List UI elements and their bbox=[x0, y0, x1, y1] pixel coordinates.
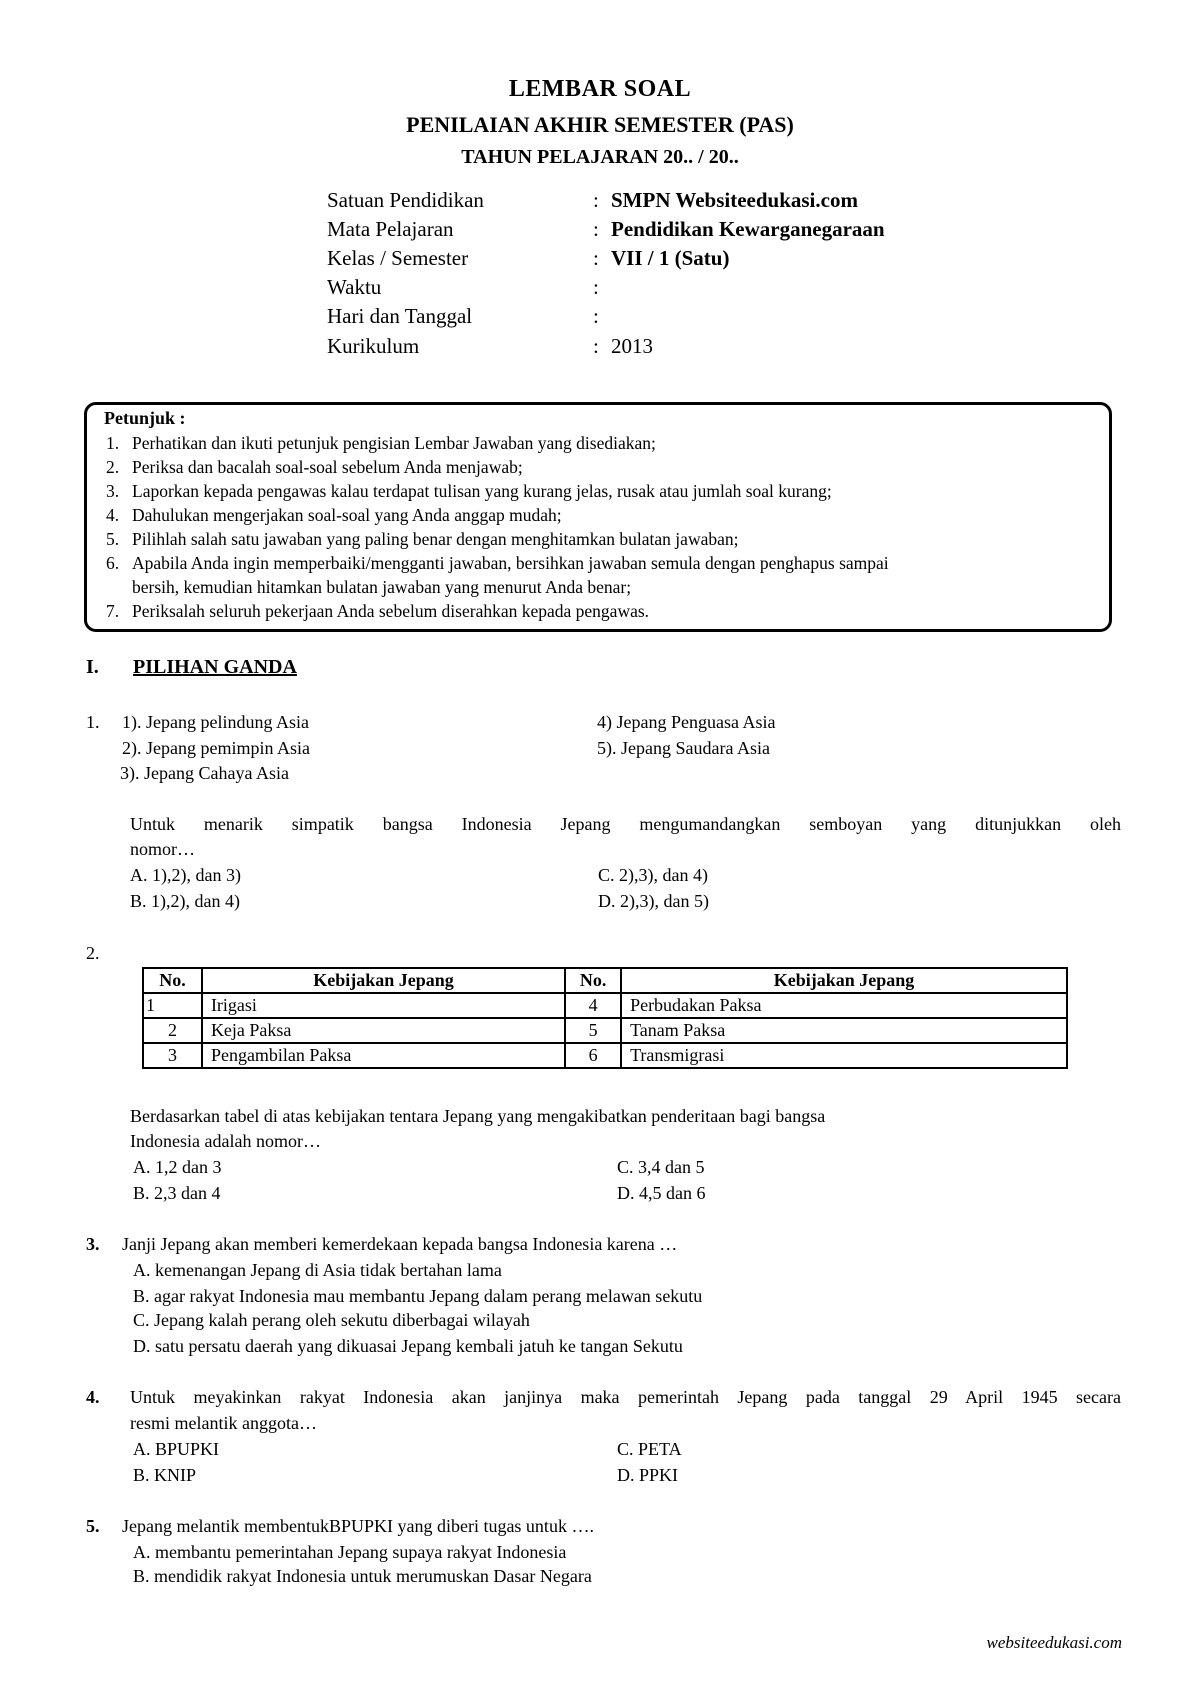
section-number: I. bbox=[86, 656, 99, 678]
option-b: B. agar rakyat Indonesia mau membantu Jepang dalam perang melawan sekutu bbox=[133, 1286, 703, 1306]
question-stem: Janji Jepang akan memberi kemerdekaan kepada bangsa Indonesia karena … bbox=[122, 1234, 678, 1254]
doc-title: LEMBAR SOAL bbox=[508, 76, 692, 102]
option-c: C. 3,4 dan 5 bbox=[617, 1157, 705, 1177]
option-b: B. KNIP bbox=[133, 1465, 197, 1485]
info-value: 2013 bbox=[611, 334, 653, 358]
table-cell: 3 bbox=[143, 1043, 202, 1068]
question-number: 1. bbox=[86, 712, 100, 732]
info-colon: : bbox=[593, 246, 599, 270]
table-cell: Irigasi bbox=[202, 993, 565, 1018]
table-cell: Pengambilan Paksa bbox=[202, 1043, 565, 1068]
table-cell: 4 bbox=[565, 993, 621, 1018]
option-d: D. PPKI bbox=[617, 1465, 679, 1485]
table-cell: Tanam Paksa bbox=[621, 1018, 1067, 1043]
table-header-row bbox=[143, 968, 1067, 993]
table-header: Kebijakan Jepang bbox=[202, 968, 565, 993]
policy-table bbox=[142, 967, 1068, 1069]
table-cell: Perbudakan Paksa bbox=[621, 993, 1067, 1018]
info-label: Waktu bbox=[327, 275, 382, 299]
statement: 3). Jepang Cahaya Asia bbox=[120, 763, 289, 783]
table-cell: Transmigrasi bbox=[621, 1043, 1067, 1068]
question-number: 2. bbox=[86, 943, 100, 963]
option-b: B. 2,3 dan 4 bbox=[133, 1183, 221, 1203]
table-cell: 2 bbox=[143, 1018, 202, 1043]
info-label: Mata Pelajaran bbox=[327, 217, 454, 241]
question-stem-cont: Indonesia adalah nomor… bbox=[130, 1131, 321, 1151]
info-label: Kurikulum bbox=[327, 334, 420, 358]
table-row bbox=[143, 1043, 1067, 1068]
option-c: C. PETA bbox=[617, 1439, 682, 1459]
info-value: Pendidikan Kewarganegaraan bbox=[611, 217, 885, 241]
option-a: A. 1),2), dan 3) bbox=[130, 865, 241, 885]
option-d: D. 4,5 dan 6 bbox=[617, 1183, 706, 1203]
info-colon: : bbox=[593, 275, 599, 299]
option-d: D. satu persatu daerah yang dikuasai Jepang kembali jatuh ke tangan Sekutu bbox=[133, 1336, 683, 1356]
option-a: A. 1,2 dan 3 bbox=[133, 1157, 222, 1177]
info-label: Hari dan Tanggal bbox=[327, 304, 473, 328]
table-row bbox=[143, 1018, 1067, 1043]
info-value: SMPN Websiteedukasi.com bbox=[611, 188, 858, 212]
statement: 5). Jepang Saudara Asia bbox=[597, 738, 770, 758]
instructions-title: Petunjuk : bbox=[104, 408, 186, 428]
exam-page: LEMBAR SOAL PENILAIAN AKHIR SEMESTER (PAS) TAHUN PELAJARAN 20.. / 20.. Satuan Pendidikan : SMPN Websiteedukasi.com Mata Pelajaran : Pendidikan Kewarganegaraan Kelas / Semester : VII / 1 (Satu) Waktu : Hari dan Tanggal : Kurikulum : 2013 Petunjuk : 1. Perhatikan dan ikuti petunjuk pengisian Lembar Jawaban yang disediakan; 2. Periksa dan bacalah soal-soal sebelum Anda menjawab; 3. Laporkan kepada pengawas kalau terdapat tulisan yang kurang jelas, rusak atau jumlah soal kurang; 4. Dahulukan mengerjakan soal-soal yang Anda anggap mudah; 5. Pilihlah salah satu jawaban yang paling benar dengan menghitamkan bulatan jawaban; 6. Apabila Anda ingin memperbaiki/mengganti jawaban, bersihkan jawaban semula dengan penghapus sampai bersih, kemudian hitamkan bulatan jawaban yang menurut Anda benar; 7. Periksalah seluruh pekerjaan Anda sebelum diserahkan kepada pengawas. I. PILIHAN GANDA 1. 1). Jepang pelindung Asia 2). Jepang pemimpin Asia 3). Jepang Cahaya Asia 4) Jepang Penguasa Asia 5). Jepang Saudara Asia Untuk menarik simpatik bangsa Indonesia Jepang mengumandangkan semboyan yang ditunjukkan oleh nomor… A. 1),2), dan 3) B. 1),2), dan 4) C. 2),3), dan 4) D. 2),3), dan 5) 2. No. Kebijakan Jepang No. Kebijakan Jepang 1 Irigasi 4 Perbudakan Paksa 2 Keja Paksa 5 Tanam Paksa 3 Pengambilan Paksa 6 Transmigrasi Berdasarkan tabel di atas kebijakan tentara Jepang yang mengakibatkan penderitaan bagi bangsa Indonesia adalah nomor… A. 1,2 dan 3 B. 2,3 dan 4 C. 3,4 dan 5 D. 4,5 dan 6 3. Janji Jepang akan memberi kemerdekaan kepada bangsa Indonesia karena … A. kemenangan Jepang di Asia tidak bertahan lama B. agar rakyat Indonesia mau membantu Jepang dalam perang melawan sekutu C. Jepang kalah perang oleh sekutu diberbagai wilayah D. satu persatu daerah yang dikuasai Jepang kembali jatuh ke tangan Sekutu 4. Untuk meyakinkan rakyat Indonesia akan janjinya maka pemerintah Jepang pada tanggal 29 April 1945 secara resmi melantik anggota… A. BPUPKI B. KNIP C. PETA D. PPKI 5. Jepang melantik membentukBPUPKI yang diberi tugas untuk …. A. membantu pemerintahan Jepang supaya rakyat Indonesia B. mendidik rakyat Indonesia untuk merumuskan Dasar Negara websiteedukasi.com bbox=[0, 0, 1200, 1698]
question-number: 4. bbox=[86, 1387, 100, 1407]
option-a: A. kemenangan Jepang di Asia tidak bertahan lama bbox=[133, 1260, 502, 1280]
table-cell: 6 bbox=[565, 1043, 621, 1068]
table-cell: 5 bbox=[565, 1018, 621, 1043]
statement: 4) Jepang Penguasa Asia bbox=[597, 712, 776, 732]
option-b: B. 1),2), dan 4) bbox=[130, 891, 240, 911]
table-header: No. bbox=[565, 968, 621, 993]
table-cell: 1 bbox=[143, 993, 202, 1018]
info-colon: : bbox=[593, 304, 599, 328]
info-label: Satuan Pendidikan bbox=[327, 188, 484, 212]
doc-subtitle: PENILAIAN AKHIR SEMESTER (PAS) bbox=[406, 112, 794, 137]
option-c: C. 2),3), dan 4) bbox=[598, 865, 708, 885]
question-stem: Untuk meyakinkan rakyat Indonesia akan janjinya maka pemerintah Jepang pada tanggal 29 April 1945 secara bbox=[130, 1387, 1121, 1407]
question-number: 5. bbox=[86, 1516, 100, 1536]
doc-year: TAHUN PELAJARAN 20.. / 20.. bbox=[461, 146, 739, 168]
option-b: B. mendidik rakyat Indonesia untuk merumuskan Dasar Negara bbox=[133, 1566, 592, 1586]
question-stem-cont: nomor… bbox=[130, 839, 195, 859]
info-value: VII / 1 (Satu) bbox=[611, 246, 730, 270]
info-colon: : bbox=[593, 334, 599, 358]
info-colon: : bbox=[593, 188, 599, 212]
info-colon: : bbox=[593, 217, 599, 241]
question-stem: Jepang melantik membentukBPUPKI yang diberi tugas untuk …. bbox=[122, 1516, 594, 1536]
table-header: No. bbox=[143, 968, 202, 993]
table-header: Kebijakan Jepang bbox=[621, 968, 1067, 993]
info-label: Kelas / Semester bbox=[327, 246, 469, 270]
question-stem-cont: resmi melantik anggota… bbox=[130, 1413, 317, 1433]
question-stem: Untuk menarik simpatik bangsa Indonesia Jepang mengumandangkan semboyan yang ditunjukkan oleh bbox=[130, 814, 1121, 834]
footer-watermark: websiteedukasi.com bbox=[986, 1633, 1122, 1652]
table-row bbox=[143, 993, 1067, 1018]
question-number: 3. bbox=[86, 1234, 100, 1254]
table-cell: Keja Paksa bbox=[202, 1018, 565, 1043]
section-title: PILIHAN GANDA bbox=[133, 656, 297, 678]
statement: 1). Jepang pelindung Asia bbox=[122, 712, 309, 732]
option-c: C. Jepang kalah perang oleh sekutu diberbagai wilayah bbox=[133, 1310, 530, 1330]
question-stem: Berdasarkan tabel di atas kebijakan tentara Jepang yang mengakibatkan penderitaan bagi bangsa bbox=[130, 1106, 826, 1126]
option-a: A. BPUPKI bbox=[133, 1439, 220, 1459]
option-d: D. 2),3), dan 5) bbox=[598, 891, 709, 911]
statement: 2). Jepang pemimpin Asia bbox=[122, 738, 310, 758]
option-a: A. membantu pemerintahan Jepang supaya rakyat Indonesia bbox=[133, 1542, 567, 1562]
